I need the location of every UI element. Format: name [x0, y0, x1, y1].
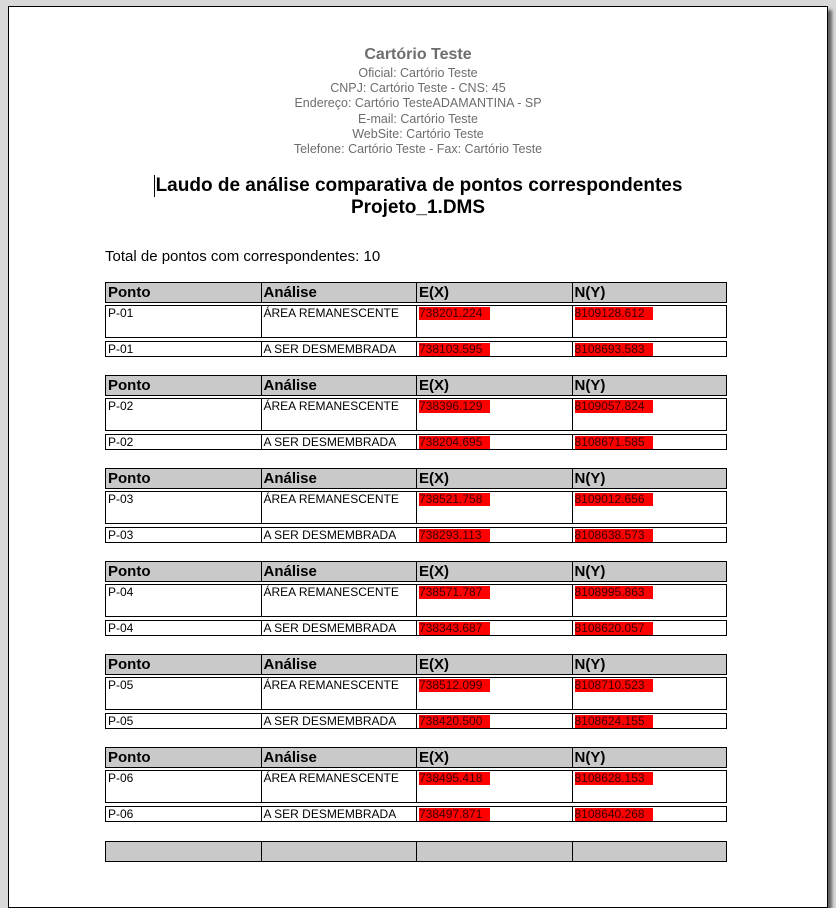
table-row	[105, 713, 727, 729]
column-header: N(Y)	[574, 377, 606, 394]
office-official: Oficial: Cartório Teste	[358, 66, 478, 80]
table-header-row	[105, 841, 727, 862]
cell-ex	[417, 528, 573, 542]
highlighted-coordinate: 738204.695	[419, 436, 490, 449]
highlighted-coordinate: 738495.418	[419, 772, 490, 785]
cell-ponto: P-02	[106, 435, 262, 449]
cell-ny	[573, 807, 727, 821]
cell-analise: A SER DESMEMBRADA	[262, 621, 418, 635]
column-header: E(X)	[417, 748, 573, 767]
column-header: Ponto	[106, 562, 262, 581]
highlighted-coordinate: 738396.129	[419, 400, 490, 413]
cell-ex	[417, 435, 573, 449]
office-phone: Telefone: Cartório Teste - Fax: Cartório Teste	[293, 142, 543, 157]
highlighted-coordinate: 8108710.523	[575, 679, 653, 692]
cell-ny	[573, 528, 727, 542]
table-row	[105, 527, 727, 543]
cell-ponto: P-01	[106, 342, 262, 356]
cell-ny	[573, 678, 727, 709]
cell-analise: ÁREA REMANESCENTE	[262, 492, 418, 523]
cell-analise: ÁREA REMANESCENTE	[262, 771, 418, 802]
table-header-row	[105, 747, 727, 768]
highlighted-coordinate: 8108640.268	[575, 808, 653, 821]
highlighted-coordinate: 8108693.583	[575, 343, 653, 356]
cell-ex	[417, 807, 573, 821]
cell-ex	[417, 585, 573, 616]
document-subtitle: Projeto_1.DMS	[350, 197, 486, 218]
cell-analise: ÁREA REMANESCENTE	[262, 399, 418, 430]
total-points: Total de pontos com correspondentes: 10	[105, 248, 381, 265]
cell-ex	[417, 714, 573, 728]
table-header-row	[105, 375, 727, 396]
table-header-row	[105, 561, 727, 582]
highlighted-coordinate: 738571.787	[419, 586, 490, 599]
table-header-row	[105, 468, 727, 489]
cell-ponto: P-04	[106, 621, 262, 635]
table-row	[105, 620, 727, 636]
column-header: Ponto	[106, 283, 262, 302]
table-row	[105, 341, 727, 357]
table-header-row	[105, 654, 727, 675]
cell-ex	[417, 306, 573, 337]
column-header: Ponto	[106, 655, 262, 674]
cell-ponto: P-04	[106, 585, 262, 616]
column-header: N(Y)	[574, 470, 606, 487]
column-header: Análise	[262, 376, 418, 395]
cell-analise: A SER DESMEMBRADA	[262, 528, 418, 542]
cell-analise: A SER DESMEMBRADA	[262, 807, 418, 821]
cell-ex	[417, 492, 573, 523]
cell-ny	[573, 585, 727, 616]
highlighted-coordinate: 738201.224	[419, 307, 490, 320]
table-row	[105, 770, 727, 803]
cell-ny	[573, 492, 727, 523]
office-info	[9, 66, 827, 157]
cell-ponto: P-02	[106, 399, 262, 430]
highlighted-coordinate: 738521.758	[419, 493, 490, 506]
highlighted-coordinate: 8108624.155	[575, 715, 653, 728]
office-address: Endereço: Cartório TesteADAMANTINA - SP	[294, 96, 542, 111]
table-row	[105, 491, 727, 524]
highlighted-coordinate: 738497.871	[419, 808, 490, 821]
column-header: N(Y)	[574, 656, 606, 673]
document-title-block	[9, 175, 827, 219]
cell-ponto: P-06	[106, 771, 262, 802]
column-header: N(Y)	[574, 563, 606, 580]
cell-ny	[573, 306, 727, 337]
cell-ny	[573, 435, 727, 449]
highlighted-coordinate: 738103.595	[419, 343, 490, 356]
cell-analise: A SER DESMEMBRADA	[262, 435, 418, 449]
report-page	[8, 6, 828, 908]
column-header: E(X)	[417, 376, 573, 395]
table-row	[105, 806, 727, 822]
highlighted-coordinate: 738420.500	[419, 715, 490, 728]
highlighted-coordinate: 8109128.612	[575, 307, 653, 320]
column-header: E(X)	[417, 283, 573, 302]
office-name: Cartório Teste	[364, 46, 472, 63]
office-website: WebSite: Cartório Teste	[352, 126, 484, 141]
cell-analise: A SER DESMEMBRADA	[262, 714, 418, 728]
column-header: Análise	[262, 469, 418, 488]
cell-ponto: P-03	[106, 528, 262, 542]
text-cursor	[154, 175, 155, 197]
column-header: Análise	[262, 562, 418, 581]
cell-ny	[573, 714, 727, 728]
cell-ex	[417, 342, 573, 356]
highlighted-coordinate: 738293.113	[419, 529, 490, 542]
cell-ex	[417, 399, 573, 430]
cell-ex	[417, 771, 573, 802]
cell-ex	[417, 621, 573, 635]
cell-ponto: P-05	[106, 678, 262, 709]
table-row	[105, 305, 727, 338]
cell-ny	[573, 621, 727, 635]
cell-ny	[573, 771, 727, 802]
column-header: Análise	[262, 655, 418, 674]
column-header: N(Y)	[574, 284, 606, 301]
cell-analise: ÁREA REMANESCENTE	[262, 678, 418, 709]
cell-ponto: P-05	[106, 714, 262, 728]
highlighted-coordinate: 738512.099	[419, 679, 490, 692]
cell-analise: ÁREA REMANESCENTE	[262, 585, 418, 616]
document-title: Laudo de análise comparativa de pontos correspondentes	[155, 175, 683, 196]
cell-ny	[573, 342, 727, 356]
office-cnpj: CNPJ: Cartório Teste - CNS: 45	[330, 81, 506, 96]
column-header: Análise	[262, 283, 418, 302]
highlighted-coordinate: 8108638.573	[575, 529, 653, 542]
highlighted-coordinate: 8109012.656	[575, 493, 653, 506]
table-row	[105, 584, 727, 617]
table-row	[105, 677, 727, 710]
table-row	[105, 398, 727, 431]
cell-ponto: P-01	[106, 306, 262, 337]
cell-ponto: P-06	[106, 807, 262, 821]
cell-ny	[573, 399, 727, 430]
highlighted-coordinate: 738343.687	[419, 622, 490, 635]
highlighted-coordinate: 8108620.057	[575, 622, 653, 635]
cell-ponto: P-03	[106, 492, 262, 523]
column-header: N(Y)	[574, 749, 606, 766]
highlighted-coordinate: 8108995.863	[575, 586, 653, 599]
column-header: Ponto	[106, 376, 262, 395]
column-header: Ponto	[106, 748, 262, 767]
column-header: E(X)	[417, 562, 573, 581]
column-header: Análise	[262, 748, 418, 767]
cell-ex	[417, 678, 573, 709]
column-header: Ponto	[106, 469, 262, 488]
highlighted-coordinate: 8108628.153	[575, 772, 653, 785]
highlighted-coordinate: 8109057.824	[575, 400, 653, 413]
table-row	[105, 434, 727, 450]
column-header: E(X)	[417, 655, 573, 674]
office-email: E-mail: Cartório Teste	[358, 111, 478, 126]
cell-analise: ÁREA REMANESCENTE	[262, 306, 418, 337]
cell-analise: A SER DESMEMBRADA	[262, 342, 418, 356]
table-header-row	[105, 282, 727, 303]
highlighted-coordinate: 8108671.585	[575, 436, 653, 449]
column-header: E(X)	[417, 469, 573, 488]
